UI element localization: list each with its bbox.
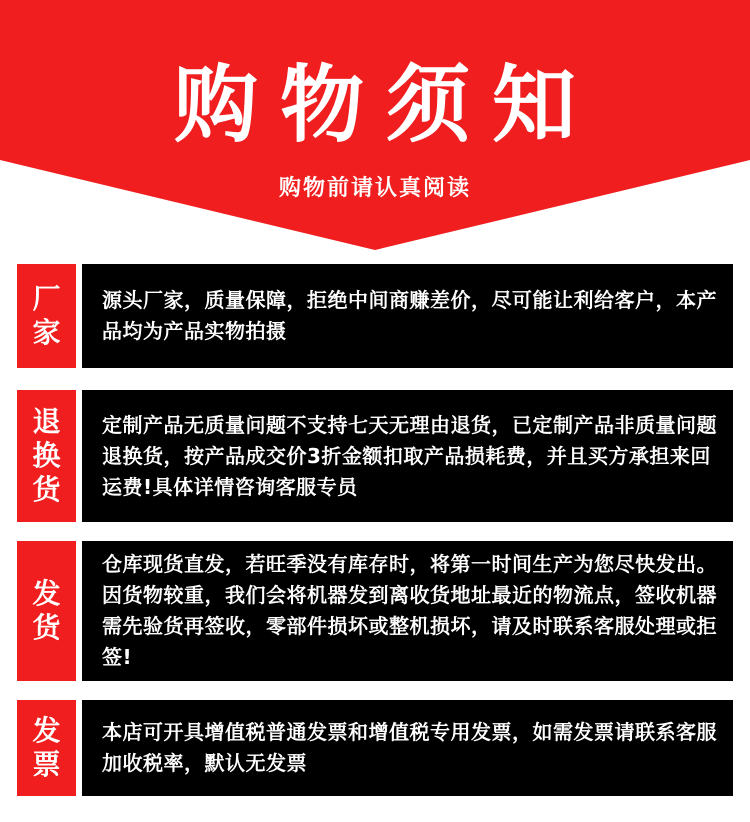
section-text: 源头厂家，质量保障，拒绝中间商赚差价，尽可能让利给客户，本产品均为产品实物拍摄: [82, 264, 733, 368]
section-text: 定制产品无质量问题不支持七天无理由退货，已定制产品非质量问题退换货，按产品成交价3折金额扣取产品损耗费，并且买方承担来回运费!具体详情咨询客服专员: [82, 390, 733, 522]
section-label: 发票: [17, 700, 76, 796]
section-text: 仓库现货直发，若旺季没有库存时，将第一时间生产为您尽快发出。因货物较重，我们会将机器发到离收货地址最近的物流点，签收机器需先验货再签收，零部件损坏或整机损坏，请及时联系客服处理或拒签!: [82, 541, 733, 681]
section-label: 退换货: [17, 390, 76, 522]
section-shipping: [17, 541, 733, 681]
page-title: 购物须知: [173, 56, 598, 154]
header-banner: [0, 0, 750, 254]
section-label: 发货: [17, 541, 76, 681]
section-returns: [17, 390, 733, 522]
section-manufacturer: [17, 264, 733, 368]
page-subtitle: 购物前请认真阅读: [278, 176, 471, 201]
section-text: 本店可开具增值税普通发票和增值税专用发票，如需发票请联系客服加收税率，默认无发票: [82, 700, 733, 796]
section-invoice: [17, 700, 733, 796]
section-label: 厂家: [17, 264, 76, 368]
